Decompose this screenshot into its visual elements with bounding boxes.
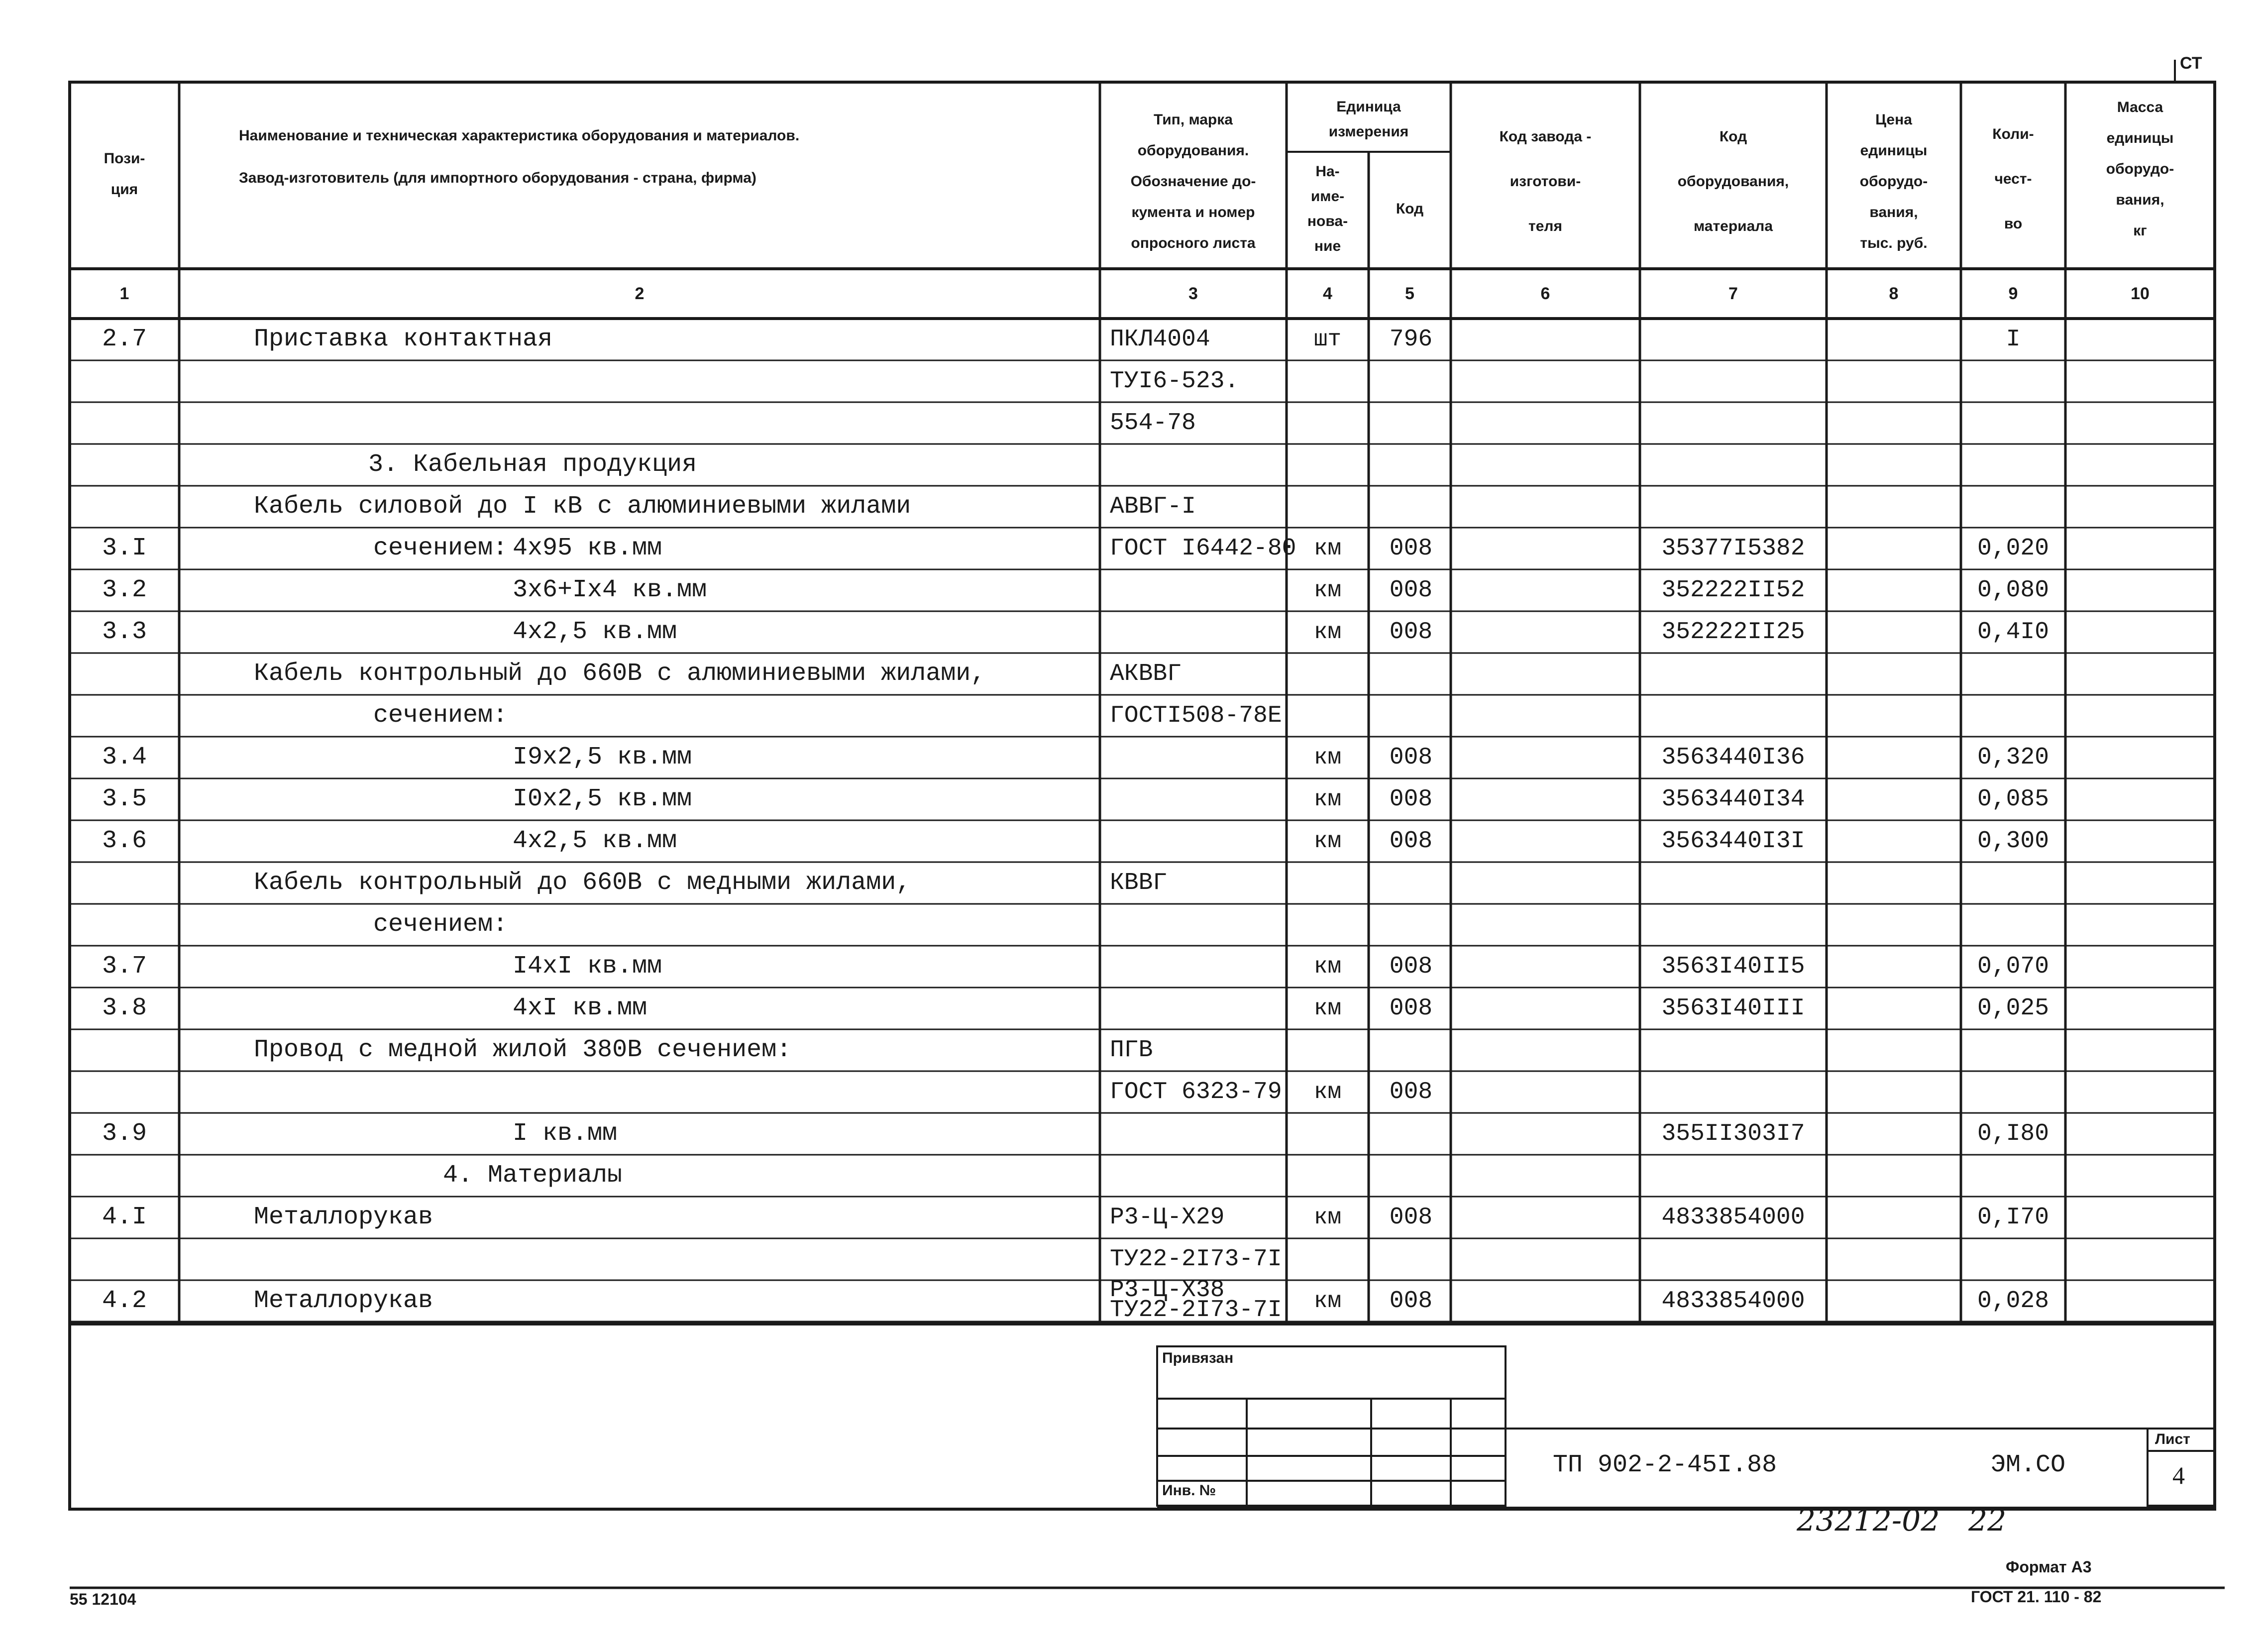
handwritten-code: 23212-02 — [1797, 1503, 1940, 1538]
header-position — [70, 117, 179, 231]
quantity-cell: 0,4I0 — [1977, 619, 2049, 646]
type-cell: ГОСТ 6323-79 — [1110, 1079, 1282, 1105]
footer-gost: ГОСТ 21. 110 - 82 — [1971, 1588, 2102, 1606]
header-text: Масса — [2117, 99, 2163, 115]
unit-code-cell: 008 — [1389, 535, 1433, 562]
unit-code-cell: 796 — [1389, 326, 1433, 353]
unit-cell: км — [1313, 954, 1342, 980]
header-text: измерения — [1328, 123, 1409, 140]
type-cell: АКВВГ — [1110, 661, 1182, 687]
equipment-code-cell: 3563I40III — [1661, 995, 1805, 1022]
type-cell: ТУI6-523. — [1110, 368, 1239, 395]
equipment-code-cell: 4833854000 — [1661, 1204, 1805, 1231]
unit-cell: шт — [1313, 327, 1342, 352]
type-cell: ПГВ — [1110, 1037, 1153, 1064]
header-text: теля — [1528, 218, 1562, 234]
quantity-cell: 0,070 — [1977, 953, 2049, 980]
name-cell: сечением: — [373, 910, 508, 939]
column-number: 4 — [1323, 284, 1332, 303]
name-cell: Кабель контрольный до 660В с алюминиевыми жилами, — [254, 660, 986, 688]
unit-cell: км — [1313, 745, 1342, 771]
stamp-linked-label: Привязан — [1162, 1350, 1234, 1366]
type-cell: Р3-Ц-Х38 — [1110, 1277, 1225, 1304]
position-cell: 3.2 — [102, 576, 147, 604]
unit-code-cell: 008 — [1389, 744, 1433, 771]
type-cell: ТУ22-2I73-7I — [1110, 1246, 1282, 1273]
column-number: 9 — [2008, 284, 2018, 303]
position-cell: 3.8 — [102, 994, 147, 1022]
name-cell: Металлорукав — [254, 1287, 433, 1315]
size-cell: 4х95 кв.мм — [513, 534, 662, 562]
position-cell: 2.7 — [102, 325, 147, 353]
type-cell: АВВГ-I — [1110, 493, 1196, 520]
position-cell: 3.9 — [102, 1119, 147, 1148]
position-cell: 3.3 — [102, 618, 147, 646]
handwritten-number: 22 — [1968, 1503, 2007, 1538]
column-number: 6 — [1540, 284, 1550, 303]
stamp-mark: ЭМ.СО — [1991, 1451, 2066, 1479]
header-price — [1827, 100, 1961, 264]
header-text: тыс. руб. — [1860, 235, 1928, 251]
position-cell: 4.I — [102, 1203, 147, 1231]
header-text: Коли- — [1992, 126, 2034, 142]
header-text: Цена — [1875, 111, 1912, 128]
section-heading: 4. Материалы — [443, 1161, 623, 1190]
header-text: Код завода - — [1499, 128, 1592, 145]
unit-code-cell: 008 — [1389, 786, 1433, 813]
header-text: оборудо- — [1859, 173, 1928, 190]
unit-code-cell: 008 — [1389, 828, 1433, 855]
header-text: Пози- — [104, 150, 145, 167]
type-cell: ТУ22-2I73-7I — [1110, 1297, 1282, 1323]
column-number: 3 — [1188, 284, 1198, 303]
quantity-cell: 0,080 — [1977, 577, 2049, 604]
unit-code-cell: 008 — [1389, 1288, 1433, 1315]
header-text: нова- — [1307, 213, 1348, 229]
header-text: вания, — [2116, 192, 2164, 208]
header-text: оборудования. — [1137, 142, 1249, 159]
footer-left-code: 55 12104 — [70, 1590, 136, 1608]
header-text: во — [2004, 216, 2023, 232]
column-number: 1 — [119, 284, 129, 303]
header-quantity — [1961, 105, 2065, 254]
name-cell: Кабель силовой до I кВ с алюминиевыми жилами — [254, 492, 911, 521]
header-factory-code — [1451, 105, 1640, 259]
unit-cell: км — [1313, 1288, 1342, 1314]
stamp-inv-label: Инв. № — [1162, 1482, 1216, 1499]
equipment-code-cell: 352222II25 — [1661, 619, 1805, 646]
unit-code-cell: 008 — [1389, 577, 1433, 604]
name-cell: сечением: — [373, 701, 508, 730]
equipment-code-cell: 3563440I34 — [1661, 786, 1805, 813]
name-cell: Кабель контрольный до 660В с медными жилами, — [254, 869, 911, 897]
unit-cell: км — [1313, 577, 1342, 603]
name-cell: Приставка контактная — [254, 325, 553, 353]
header-text: вания, — [1869, 204, 1918, 220]
header-unit-name — [1287, 154, 1369, 264]
header-mass — [2065, 95, 2215, 244]
type-cell: Р3-Ц-Х29 — [1110, 1204, 1225, 1231]
equipment-code-cell: 355II303I7 — [1661, 1120, 1805, 1147]
header-unit — [1287, 90, 1451, 149]
size-cell: 4х2,5 кв.мм — [513, 618, 677, 646]
header-text: единицы — [1860, 142, 1928, 159]
type-cell: КВВГ — [1110, 870, 1168, 896]
unit-cell: км — [1313, 536, 1342, 561]
column-number: 10 — [2131, 284, 2150, 303]
unit-cell: км — [1313, 786, 1342, 812]
size-cell: I9х2,5 кв.мм — [513, 743, 692, 771]
name-cell: Провод с медной жилой 380В сечением: — [254, 1036, 792, 1064]
header-text: изготови- — [1509, 173, 1581, 190]
unit-code-cell: 008 — [1389, 1204, 1433, 1231]
equipment-code-cell: 3563440I36 — [1661, 744, 1805, 771]
unit-cell: км — [1313, 995, 1342, 1021]
name-cell: Металлорукав — [254, 1203, 433, 1231]
quantity-cell: 0,300 — [1977, 828, 2049, 855]
header-text: кг — [2133, 222, 2147, 239]
stamp-sheet-label: Лист — [2155, 1431, 2190, 1447]
position-cell: 4.2 — [102, 1287, 147, 1315]
quantity-cell: I — [2006, 326, 2021, 353]
size-cell: I4хI кв.мм — [513, 952, 662, 981]
size-cell: 4хI кв.мм — [513, 994, 647, 1022]
header-text: материала — [1693, 218, 1773, 234]
type-cell: ПКЛ4004 — [1110, 326, 1210, 353]
position-cell: 3.6 — [102, 827, 147, 855]
header-text: Наименование и техническая характеристика оборудования и материалов. — [239, 127, 800, 144]
header-unit-code — [1369, 154, 1451, 264]
header-text: ция — [110, 181, 138, 198]
header-text: чест- — [1994, 171, 2032, 187]
unit-code-cell: 008 — [1389, 995, 1433, 1022]
equipment-code-cell: 352222II52 — [1661, 577, 1805, 604]
position-cell: 3.7 — [102, 952, 147, 981]
header-text: единицы — [2106, 130, 2174, 146]
name-cell: сечением: — [373, 534, 508, 562]
header-type — [1100, 100, 1287, 264]
column-number: 8 — [1889, 284, 1899, 303]
header-text: опросного листа — [1131, 235, 1256, 251]
stamp-document-code: ТП 902-2-45I.88 — [1553, 1451, 1777, 1479]
footer-format: Формат А3 — [2006, 1558, 2092, 1576]
quantity-cell: 0,028 — [1977, 1288, 2049, 1315]
header-text: име- — [1310, 188, 1345, 205]
position-cell: 3.5 — [102, 785, 147, 813]
quantity-cell: 0,020 — [1977, 535, 2049, 562]
header-text: оборудования, — [1677, 173, 1789, 190]
quantity-cell: 0,I80 — [1977, 1120, 2049, 1147]
size-cell: 4х2,5 кв.мм — [513, 827, 677, 855]
stamp-sheet-number: 4 — [2172, 1461, 2185, 1489]
header-text: Завод-изготовитель (для импортного оборудования - страна, фирма) — [239, 170, 756, 186]
quantity-cell: 0,320 — [1977, 744, 2049, 771]
section-heading: 3. Кабельная продукция — [368, 450, 697, 479]
size-cell: 3х6+Iх4 кв.мм — [513, 576, 707, 604]
header-text: Тип, марка — [1154, 111, 1233, 128]
header-name — [239, 114, 1085, 199]
header-text: Код — [1719, 128, 1747, 145]
unit-cell: км — [1313, 1205, 1342, 1230]
unit-code-cell: 008 — [1389, 619, 1433, 646]
type-cell: 554-78 — [1110, 410, 1196, 437]
quantity-cell: 0,085 — [1977, 786, 2049, 813]
position-cell: 3.4 — [102, 743, 147, 771]
header-text: Единица — [1336, 99, 1401, 115]
column-number: 2 — [635, 284, 645, 303]
unit-code-cell: 008 — [1389, 1079, 1433, 1105]
header-text: кумента и номер — [1131, 204, 1255, 220]
header-text: На- — [1315, 163, 1340, 180]
column-number: 7 — [1728, 284, 1738, 303]
unit-cell: км — [1313, 619, 1342, 645]
header-equipment-code — [1640, 105, 1827, 259]
header-text: Код — [1396, 201, 1424, 217]
quantity-cell: 0,025 — [1977, 995, 2049, 1022]
header-text: Обозначение до- — [1130, 173, 1256, 190]
equipment-code-cell: 3563440I3I — [1661, 828, 1805, 855]
size-cell: I0х2,5 кв.мм — [513, 785, 692, 813]
corner-mark: СТ — [2180, 54, 2202, 73]
equipment-code-cell: 4833854000 — [1661, 1288, 1805, 1315]
header-text: оборудо- — [2106, 161, 2174, 177]
unit-cell: км — [1313, 828, 1342, 854]
unit-code-cell: 008 — [1389, 953, 1433, 980]
size-cell: I кв.мм — [513, 1119, 618, 1148]
type-cell: ГОСТI508-78Е — [1110, 702, 1282, 729]
equipment-code-cell: 3563I40II5 — [1661, 953, 1805, 980]
position-cell: 3.I — [102, 534, 147, 562]
type-cell: ГОСТ I6442-80 — [1110, 535, 1296, 562]
quantity-cell: 0,I70 — [1977, 1204, 2049, 1231]
unit-cell: км — [1313, 1079, 1342, 1105]
column-number: 5 — [1405, 284, 1414, 303]
header-text: ние — [1314, 238, 1341, 254]
equipment-code-cell: 35377I5382 — [1661, 535, 1805, 562]
